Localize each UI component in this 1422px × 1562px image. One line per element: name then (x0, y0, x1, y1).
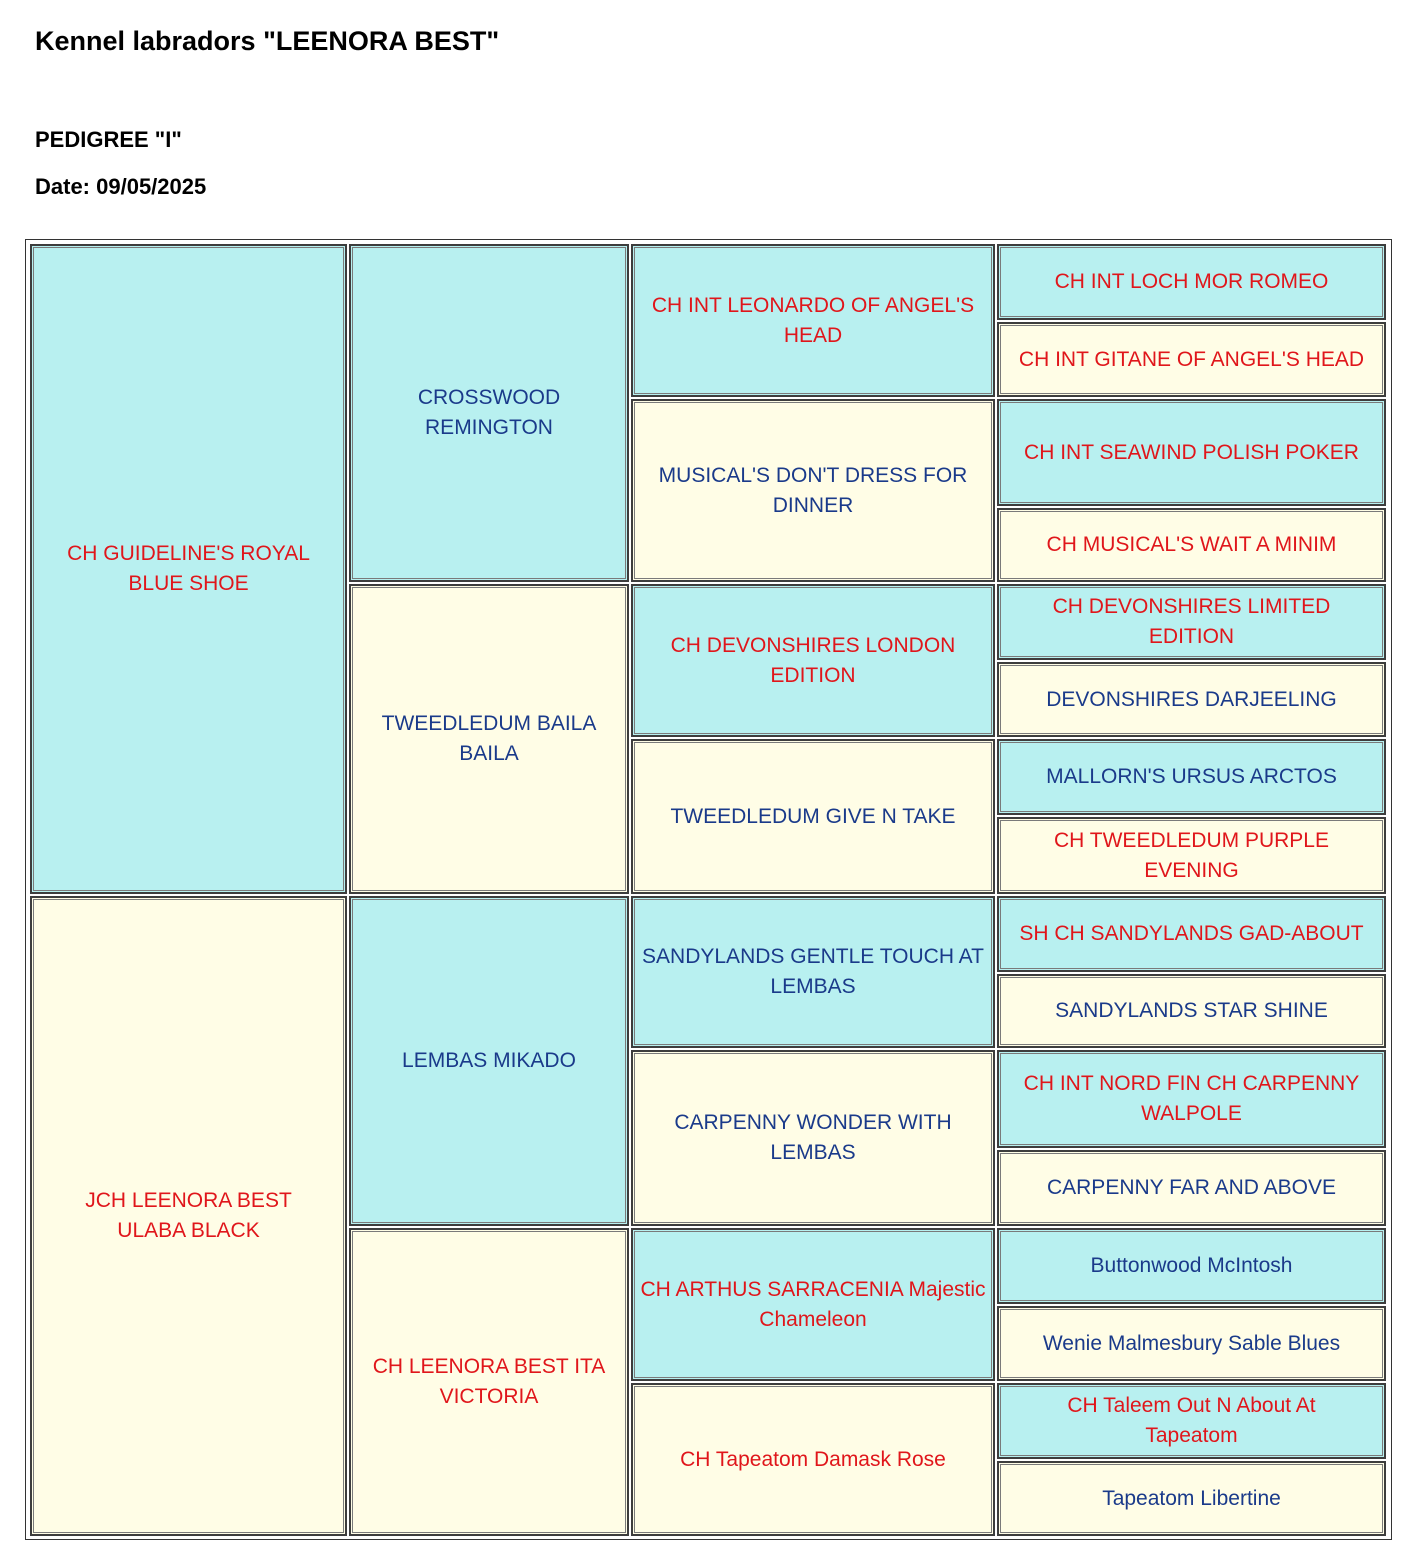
gen4-cell-5: CH DEVONSHIRES LIMITED EDITION (997, 584, 1386, 660)
gen4-cell-9: SH CH SANDYLANDS GAD-ABOUT (997, 896, 1386, 972)
dam-cell: JCH LEENORA BEST ULABA BLACK (30, 896, 347, 1536)
gen4-cell-1: CH INT LOCH MOR ROMEO (997, 244, 1386, 320)
gen4-cell-16: Tapeatom Libertine (997, 1461, 1386, 1536)
gen3-cell-8: CH Tapeatom Damask Rose (631, 1383, 995, 1536)
gen4-cell-10: SANDYLANDS STAR SHINE (997, 974, 1386, 1048)
pedigree-label: PEDIGREE "I" (35, 127, 182, 152)
gen3-cell-2: MUSICAL'S DON'T DRESS FOR DINNER (631, 399, 995, 582)
gen4-cell-3: CH INT SEAWIND POLISH POKER (997, 399, 1386, 506)
gen3-cell-3: CH DEVONSHIRES LONDON EDITION (631, 584, 995, 737)
gen3-cell-1: CH INT LEONARDO OF ANGEL'S HEAD (631, 244, 995, 397)
sire-sire-cell: CROSSWOOD REMINGTON (349, 244, 629, 582)
pedigree-date: Date: 09/05/2025 (35, 174, 207, 199)
gen4-cell-12: CARPENNY FAR AND ABOVE (997, 1150, 1386, 1226)
sire-dam-cell: TWEEDLEDUM BAILA BAILA (349, 584, 629, 894)
sire-cell: CH GUIDELINE'S ROYAL BLUE SHOE (30, 244, 347, 894)
gen4-cell-2: CH INT GITANE OF ANGEL'S HEAD (997, 322, 1386, 397)
dam-sire-cell: LEMBAS MIKADO (349, 896, 629, 1226)
gen3-cell-5: SANDYLANDS GENTLE TOUCH AT LEMBAS (631, 896, 995, 1048)
kennel-title: Kennel labradors "LEENORA BEST" (35, 26, 500, 56)
gen4-cell-15: CH Taleem Out N About At Tapeatom (997, 1383, 1386, 1459)
gen4-cell-11: CH INT NORD FIN CH CARPENNY WALPOLE (997, 1050, 1386, 1148)
dam-dam-cell: CH LEENORA BEST ITA VICTORIA (349, 1228, 629, 1536)
gen3-cell-6: CARPENNY WONDER WITH LEMBAS (631, 1050, 995, 1226)
gen3-cell-7: CH ARTHUS SARRACENIA Majestic Chameleon (631, 1228, 995, 1381)
gen4-cell-13: Buttonwood McIntosh (997, 1228, 1386, 1304)
pedigree-tree (27, 241, 1390, 1538)
gen4-cell-14: Wenie Malmesbury Sable Blues (997, 1306, 1386, 1381)
gen3-cell-4: TWEEDLEDUM GIVE N TAKE (631, 739, 995, 894)
gen4-cell-4: CH MUSICAL'S WAIT A MINIM (997, 508, 1386, 582)
gen4-cell-7: MALLORN'S URSUS ARCTOS (997, 739, 1386, 815)
gen4-cell-8: CH TWEEDLEDUM PURPLE EVENING (997, 817, 1386, 894)
gen4-cell-6: DEVONSHIRES DARJEELING (997, 662, 1386, 737)
